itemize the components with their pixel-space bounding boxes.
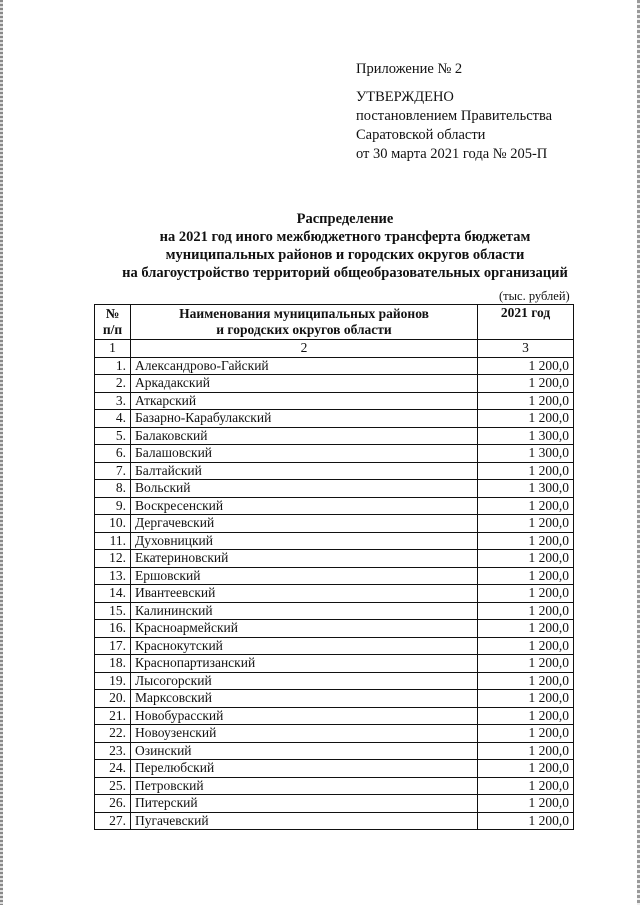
approval-block	[356, 60, 616, 164]
table-row	[95, 725, 574, 743]
amount-value: 1 200,0	[478, 375, 574, 393]
title-line-4: на благоустройство территорий общеобразовательных организаций	[122, 265, 568, 281]
row-number: 2.	[95, 375, 131, 393]
district-name: Озинский	[131, 742, 478, 760]
approval-line-1: постановлением Правительства	[356, 108, 553, 124]
table-row	[95, 567, 574, 585]
row-number: 24.	[95, 760, 131, 778]
appendix-label: Приложение № 2	[356, 61, 463, 77]
title-line-2: на 2021 год иного межбюджетного трансферта бюджетам	[159, 229, 531, 245]
row-number: 14.	[95, 585, 131, 603]
table-row	[95, 620, 574, 638]
scan-edge-left	[0, 0, 3, 905]
district-name: Ершовский	[131, 567, 478, 585]
table-row	[95, 445, 574, 463]
amount-value: 1 200,0	[478, 655, 574, 673]
table-row	[95, 410, 574, 428]
table-row	[95, 585, 574, 603]
table-row	[95, 462, 574, 480]
amount-value: 1 200,0	[478, 550, 574, 568]
header-number-line-1: №	[105, 306, 120, 321]
district-name: Перелюбский	[131, 760, 478, 778]
table-row	[95, 392, 574, 410]
district-name: Балашовский	[131, 445, 478, 463]
amount-value: 1 200,0	[478, 462, 574, 480]
district-name: Александрово-Гайский	[131, 357, 478, 375]
table-row	[95, 637, 574, 655]
district-name: Аркадакский	[131, 375, 478, 393]
column-number-3: 3	[478, 340, 574, 358]
row-number: 23.	[95, 742, 131, 760]
row-number: 3.	[95, 392, 131, 410]
district-name: Краснопартизанский	[131, 655, 478, 673]
amount-value: 1 200,0	[478, 672, 574, 690]
district-name: Питерский	[131, 795, 478, 813]
row-number: 8.	[95, 480, 131, 498]
row-number: 11.	[95, 532, 131, 550]
amount-value: 1 200,0	[478, 707, 574, 725]
header-year: 2021 год	[478, 305, 574, 340]
row-number: 4.	[95, 410, 131, 428]
header-name-line-2: и городских округов области	[216, 322, 392, 337]
row-number: 7.	[95, 462, 131, 480]
amount-value: 1 200,0	[478, 532, 574, 550]
table-row	[95, 777, 574, 795]
table-row	[95, 375, 574, 393]
district-name: Духовницкий	[131, 532, 478, 550]
district-name: Калининский	[131, 602, 478, 620]
table-row	[95, 707, 574, 725]
table-row	[95, 357, 574, 375]
approved-stamp: УТВЕРЖДЕНО	[356, 89, 454, 105]
table-row	[95, 672, 574, 690]
district-name: Базарно-Карабулакский	[131, 410, 478, 428]
document-title	[60, 210, 630, 282]
distribution-table	[94, 304, 574, 830]
table-row	[95, 532, 574, 550]
row-number: 16.	[95, 620, 131, 638]
row-number: 10.	[95, 515, 131, 533]
row-number: 27.	[95, 812, 131, 830]
district-name: Краснокутский	[131, 637, 478, 655]
district-name: Лысогорский	[131, 672, 478, 690]
table-row	[95, 602, 574, 620]
district-name: Екатериновский	[131, 550, 478, 568]
district-name: Дергачевский	[131, 515, 478, 533]
table-row	[95, 742, 574, 760]
amount-value: 1 300,0	[478, 445, 574, 463]
row-number: 18.	[95, 655, 131, 673]
column-numbers-row	[95, 340, 574, 358]
column-number-1: 1	[95, 340, 131, 358]
district-name: Воскресенский	[131, 497, 478, 515]
row-number: 1.	[95, 357, 131, 375]
row-number: 15.	[95, 602, 131, 620]
district-name: Вольский	[131, 480, 478, 498]
title-line-3: муниципальных районов и городских округов области	[165, 247, 525, 263]
table-row	[95, 812, 574, 830]
amount-value: 1 200,0	[478, 515, 574, 533]
amount-value: 1 200,0	[478, 410, 574, 428]
amount-value: 1 200,0	[478, 690, 574, 708]
header-name-line-1: Наименования муниципальных районов	[179, 306, 429, 321]
amount-value: 1 200,0	[478, 725, 574, 743]
table-row	[95, 480, 574, 498]
table-header-row	[95, 305, 574, 340]
approval-line-3: от 30 марта 2021 года № 205-П	[356, 146, 548, 162]
amount-value: 1 200,0	[478, 795, 574, 813]
row-number: 21.	[95, 707, 131, 725]
header-number-line-2: п/п	[102, 322, 123, 337]
amount-value: 1 200,0	[478, 585, 574, 603]
column-number-2: 2	[131, 340, 478, 358]
district-name: Марксовский	[131, 690, 478, 708]
district-name: Новобурасский	[131, 707, 478, 725]
amount-value: 1 200,0	[478, 357, 574, 375]
table-row	[95, 497, 574, 515]
amount-value: 1 200,0	[478, 620, 574, 638]
amount-value: 1 200,0	[478, 777, 574, 795]
row-number: 26.	[95, 795, 131, 813]
row-number: 20.	[95, 690, 131, 708]
row-number: 19.	[95, 672, 131, 690]
row-number: 17.	[95, 637, 131, 655]
table-row	[95, 690, 574, 708]
amount-value: 1 200,0	[478, 812, 574, 830]
header-name	[131, 305, 478, 340]
district-name: Балаковский	[131, 427, 478, 445]
title-line-1: Распределение	[296, 211, 394, 227]
table-row	[95, 760, 574, 778]
row-number: 13.	[95, 567, 131, 585]
table-row	[95, 795, 574, 813]
district-name: Аткарский	[131, 392, 478, 410]
district-name: Ивантеевский	[131, 585, 478, 603]
row-number: 9.	[95, 497, 131, 515]
row-number: 6.	[95, 445, 131, 463]
amount-value: 1 200,0	[478, 637, 574, 655]
amount-value: 1 200,0	[478, 760, 574, 778]
district-name: Балтайский	[131, 462, 478, 480]
table-row	[95, 427, 574, 445]
row-number: 22.	[95, 725, 131, 743]
amount-value: 1 200,0	[478, 567, 574, 585]
approval-line-2: Саратовской области	[356, 127, 486, 143]
row-number: 12.	[95, 550, 131, 568]
amount-value: 1 200,0	[478, 742, 574, 760]
district-name: Пугачевский	[131, 812, 478, 830]
table-body	[95, 357, 574, 830]
amount-value: 1 300,0	[478, 480, 574, 498]
table-row	[95, 515, 574, 533]
header-number	[95, 305, 131, 340]
table-row	[95, 550, 574, 568]
row-number: 5.	[95, 427, 131, 445]
amount-value: 1 200,0	[478, 497, 574, 515]
amount-value: 1 300,0	[478, 427, 574, 445]
district-name: Красноармейский	[131, 620, 478, 638]
table-row	[95, 655, 574, 673]
amount-value: 1 200,0	[478, 392, 574, 410]
district-name: Петровский	[131, 777, 478, 795]
district-name: Новоузенский	[131, 725, 478, 743]
amount-value: 1 200,0	[478, 602, 574, 620]
units-note: (тыс. рублей)	[499, 289, 570, 303]
row-number: 25.	[95, 777, 131, 795]
